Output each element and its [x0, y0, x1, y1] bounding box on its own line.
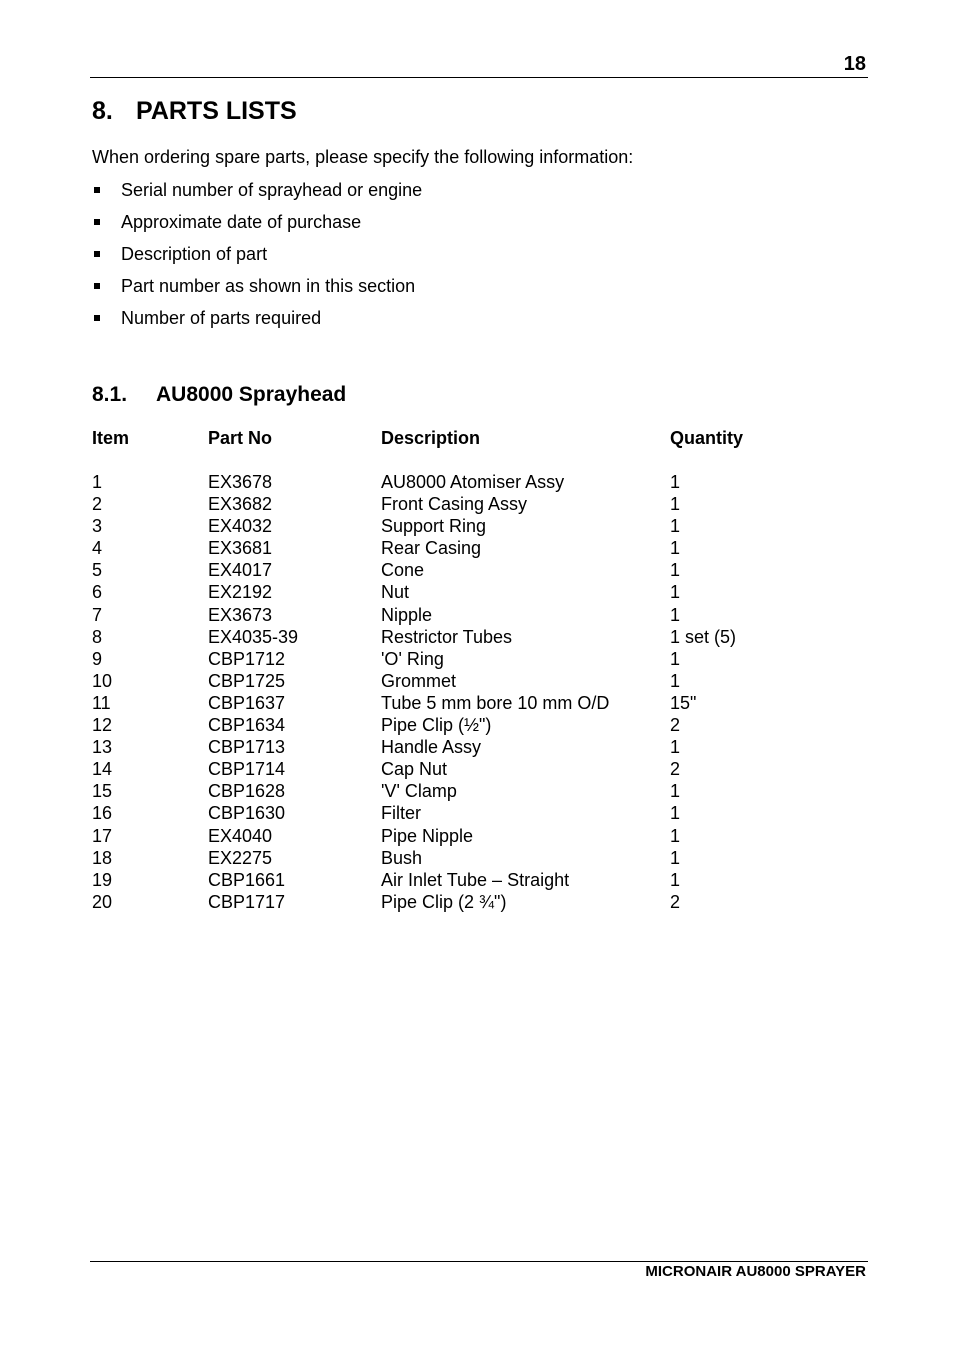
cell-description: AU8000 Atomiser Assy — [381, 472, 565, 492]
cell-description: Front Casing Assy — [381, 494, 528, 515]
cell-quantity: 1 — [670, 670, 681, 691]
cell-part-no: CBP1717 — [208, 891, 286, 912]
cell-item: 17 — [92, 825, 113, 846]
cell-quantity: 2 — [670, 759, 681, 780]
cell-item: 6 — [92, 582, 103, 603]
table-row — [92, 648, 790, 670]
cell-item: 4 — [92, 538, 103, 559]
table-row — [92, 581, 790, 603]
cell-item: 19 — [92, 869, 113, 890]
subsection-heading — [92, 383, 346, 407]
cell-item: 3 — [92, 516, 103, 537]
cell-part-no: CBP1637 — [208, 692, 286, 713]
cell-description: Nipple — [381, 604, 433, 625]
cell-quantity: 1 — [670, 494, 681, 515]
cell-part-no: EX2275 — [208, 847, 273, 868]
cell-quantity: 1 — [670, 472, 681, 492]
cell-item: 16 — [92, 803, 113, 824]
bullet-square-icon — [94, 251, 100, 257]
bullet-item — [92, 211, 422, 243]
info-bullet-list — [92, 179, 422, 339]
cell-description: Grommet — [381, 670, 457, 691]
bullet-square-icon — [94, 219, 100, 225]
cell-item: 2 — [92, 494, 103, 515]
cell-part-no: EX3682 — [208, 494, 273, 515]
table-row — [92, 471, 790, 493]
parts-table-body — [92, 449, 790, 913]
table-row — [92, 736, 790, 758]
table-row — [92, 891, 790, 913]
bullet-item — [92, 243, 422, 275]
bullet-square-icon — [94, 187, 100, 193]
footer-rule — [90, 1261, 868, 1262]
cell-quantity: 2 — [670, 891, 681, 912]
cell-description: Air Inlet Tube – Straight — [381, 869, 570, 890]
header-quantity: Quantity — [670, 428, 744, 448]
cell-quantity: 1 — [670, 847, 681, 868]
table-row — [92, 869, 790, 891]
cell-quantity: 1 set (5) — [670, 626, 737, 647]
footer-title: MICRONAIR AU8000 SPRAYER — [645, 1263, 866, 1280]
section-title: PARTS LISTS — [136, 97, 297, 125]
cell-quantity: 1 — [670, 516, 681, 537]
bullet-square-icon — [94, 315, 100, 321]
header-description: Description — [381, 428, 481, 448]
cell-quantity: 1 — [670, 869, 681, 890]
cell-description: Pipe Nipple — [381, 825, 474, 846]
table-row — [92, 604, 790, 626]
cell-quantity: 1 — [670, 582, 681, 603]
subsection-number: 8.1. — [92, 383, 128, 406]
cell-part-no: CBP1712 — [208, 648, 286, 669]
page-number: 18 — [843, 53, 866, 75]
table-row — [92, 559, 790, 581]
cell-item: 10 — [92, 670, 113, 691]
cell-item: 8 — [92, 626, 103, 647]
bullet-text: Description of part — [121, 244, 268, 264]
cell-description: Cone — [381, 560, 425, 581]
cell-part-no: EX4040 — [208, 825, 273, 846]
cell-description: Filter — [381, 803, 421, 824]
table-row — [92, 847, 790, 869]
cell-part-no: EX2192 — [208, 582, 273, 603]
cell-part-no: CBP1725 — [208, 670, 286, 691]
cell-item: 11 — [92, 692, 111, 713]
bullet-item — [92, 275, 422, 307]
table-row — [92, 515, 790, 537]
cell-part-no: CBP1630 — [208, 803, 286, 824]
bullet-square-icon — [94, 283, 100, 289]
cell-part-no: CBP1713 — [208, 737, 286, 758]
cell-quantity: 1 — [670, 803, 681, 824]
intro-text: When ordering spare parts, please specify the following information: — [92, 147, 634, 167]
parts-table — [92, 427, 790, 913]
cell-description: Tube 5 mm bore 10 mm O/D — [381, 692, 610, 713]
cell-quantity: 15" — [670, 692, 697, 713]
cell-quantity: 1 — [670, 648, 681, 669]
table-row — [92, 692, 790, 714]
cell-description: 'V' Clamp — [381, 781, 457, 802]
table-row — [92, 780, 790, 802]
table-row — [92, 758, 790, 780]
cell-item: 7 — [92, 604, 103, 625]
header-rule — [90, 77, 868, 78]
cell-part-no: EX3681 — [208, 538, 273, 559]
bullet-item — [92, 179, 422, 211]
cell-item: 1 — [92, 472, 103, 492]
cell-quantity: 1 — [670, 560, 681, 581]
table-row — [92, 714, 790, 736]
table-row — [92, 626, 790, 648]
cell-description: Bush — [381, 847, 423, 868]
cell-description: Cap Nut — [381, 759, 448, 780]
bullet-text: Serial number of sprayhead or engine — [121, 180, 423, 200]
cell-quantity: 2 — [670, 715, 681, 736]
subsection-title: AU8000 Sprayhead — [156, 383, 347, 406]
cell-part-no: EX4017 — [208, 560, 273, 581]
bullet-text: Part number as shown in this section — [121, 276, 416, 296]
cell-description: 'O' Ring — [381, 648, 444, 669]
header-item: Item — [92, 428, 130, 448]
cell-item: 20 — [92, 891, 113, 912]
cell-part-no: EX3678 — [208, 472, 273, 492]
cell-description: Rear Casing — [381, 538, 482, 559]
bullet-text: Approximate date of purchase — [121, 212, 362, 232]
cell-quantity: 1 — [670, 781, 681, 802]
cell-item: 14 — [92, 759, 113, 780]
bullet-text: Number of parts required — [121, 308, 322, 328]
cell-description: Handle Assy — [381, 737, 482, 758]
bullet-item — [92, 307, 422, 339]
section-heading — [92, 97, 297, 126]
table-row — [92, 537, 790, 559]
cell-description: Nut — [381, 582, 410, 603]
cell-description: Pipe Clip (½") — [381, 715, 492, 736]
cell-part-no: CBP1714 — [208, 759, 286, 780]
cell-quantity: 1 — [670, 825, 681, 846]
cell-quantity: 1 — [670, 538, 681, 559]
cell-item: 9 — [92, 648, 103, 669]
cell-item: 15 — [92, 781, 113, 802]
table-spacer-row — [92, 449, 790, 471]
cell-description: Restrictor Tubes — [381, 626, 513, 647]
cell-part-no: CBP1628 — [208, 781, 286, 802]
section-number: 8. — [92, 97, 113, 125]
cell-part-no: EX4035-39 — [208, 626, 299, 647]
cell-item: 18 — [92, 847, 113, 868]
header-part-no: Part No — [208, 428, 273, 448]
table-row — [92, 493, 790, 515]
cell-item: 13 — [92, 737, 113, 758]
cell-description: Pipe Clip (2 ¾") — [381, 891, 507, 912]
table-row — [92, 670, 790, 692]
cell-quantity: 1 — [670, 737, 681, 758]
cell-part-no: EX3673 — [208, 604, 273, 625]
cell-quantity: 1 — [670, 604, 681, 625]
cell-part-no: CBP1661 — [208, 869, 286, 890]
table-row — [92, 825, 790, 847]
cell-item: 12 — [92, 715, 113, 736]
cell-description: Support Ring — [381, 516, 487, 537]
cell-part-no: EX4032 — [208, 516, 273, 537]
cell-item: 5 — [92, 560, 103, 581]
cell-part-no: CBP1634 — [208, 715, 286, 736]
table-row — [92, 802, 790, 824]
table-header-row — [92, 427, 790, 449]
